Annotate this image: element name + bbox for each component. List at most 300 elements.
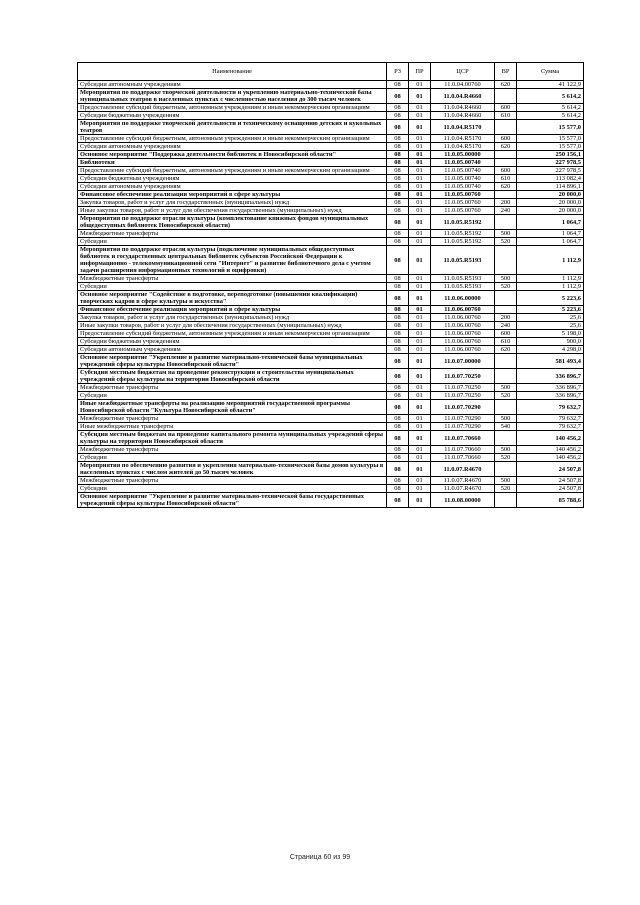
cell-vr bbox=[495, 151, 517, 159]
cell-pr: 01 bbox=[409, 384, 431, 392]
cell-rz: 08 bbox=[387, 392, 409, 400]
cell-vr: 540 bbox=[495, 423, 517, 431]
table-row bbox=[78, 354, 584, 369]
cell-vr: 240 bbox=[495, 207, 517, 215]
cell-csr: 11.0.07.R4670 bbox=[431, 462, 495, 477]
cell-rz: 08 bbox=[387, 215, 409, 230]
cell-pr: 01 bbox=[409, 291, 431, 306]
cell-csr: 11.0.07.70250 bbox=[431, 384, 495, 392]
cell-rz: 08 bbox=[387, 283, 409, 291]
cell-name: Иные межбюджетные трансферты bbox=[78, 423, 387, 431]
cell-name: Межбюджетные трансферты bbox=[78, 230, 387, 238]
cell-vr bbox=[495, 354, 517, 369]
cell-rz: 08 bbox=[387, 167, 409, 175]
table-row bbox=[78, 423, 584, 431]
cell-vr bbox=[495, 191, 517, 199]
table-row bbox=[78, 151, 584, 159]
cell-rz: 08 bbox=[387, 314, 409, 322]
cell-csr: 11.0.04.00760 bbox=[431, 81, 495, 89]
cell-vr: 520 bbox=[495, 485, 517, 493]
cell-pr: 01 bbox=[409, 423, 431, 431]
cell-sum: 41 122,9 bbox=[517, 81, 584, 89]
cell-rz: 08 bbox=[387, 238, 409, 246]
cell-rz: 08 bbox=[387, 462, 409, 477]
table-row bbox=[78, 462, 584, 477]
cell-rz: 08 bbox=[387, 446, 409, 454]
cell-pr: 01 bbox=[409, 215, 431, 230]
cell-name: Основное мероприятие "Поддержка деятельности библиотек в Новосибирской области" bbox=[78, 151, 387, 159]
cell-rz: 08 bbox=[387, 431, 409, 446]
cell-vr bbox=[495, 493, 517, 508]
cell-csr: 11.0.04.R5170 bbox=[431, 120, 495, 135]
cell-sum: 20 000,0 bbox=[517, 191, 584, 199]
cell-pr: 01 bbox=[409, 283, 431, 291]
cell-rz: 08 bbox=[387, 485, 409, 493]
cell-vr: 500 bbox=[495, 384, 517, 392]
cell-pr: 01 bbox=[409, 199, 431, 207]
cell-name: Финансовое обеспечение реализации мероприятий в сфере культуры bbox=[78, 191, 387, 199]
cell-name: Межбюджетные трансферты bbox=[78, 275, 387, 283]
cell-vr: 520 bbox=[495, 392, 517, 400]
cell-pr: 01 bbox=[409, 167, 431, 175]
cell-csr: 11.0.07.70250 bbox=[431, 392, 495, 400]
header-sum: Сумма bbox=[517, 63, 584, 81]
cell-vr bbox=[495, 246, 517, 275]
cell-name: Субсидии bbox=[78, 485, 387, 493]
cell-name: Иные закупки товаров, работ и услуг для обеспечения государственных (муниципальных) нужд bbox=[78, 322, 387, 330]
cell-pr: 01 bbox=[409, 462, 431, 477]
cell-vr: 600 bbox=[495, 167, 517, 175]
cell-rz: 08 bbox=[387, 191, 409, 199]
cell-name: Иные межбюджетные трансферты на реализацию мероприятий государственной программы Новосибирской области "Культура Новосибирской области" bbox=[78, 400, 387, 415]
cell-sum: 5 198,0 bbox=[517, 330, 584, 338]
table-row bbox=[78, 283, 584, 291]
cell-name: Основное мероприятие "Содействие в подготовке, переподготовке (повышении квалификации) творческих кадров в сфере культуры и искусства" bbox=[78, 291, 387, 306]
cell-rz: 08 bbox=[387, 81, 409, 89]
cell-vr: 610 bbox=[495, 112, 517, 120]
cell-pr: 01 bbox=[409, 369, 431, 384]
cell-pr: 01 bbox=[409, 104, 431, 112]
cell-csr: 11.0.06.00760 bbox=[431, 338, 495, 346]
cell-csr: 11.0.04.R5170 bbox=[431, 135, 495, 143]
cell-vr: 500 bbox=[495, 477, 517, 485]
cell-sum: 5 614,2 bbox=[517, 112, 584, 120]
cell-vr bbox=[495, 400, 517, 415]
cell-rz: 08 bbox=[387, 199, 409, 207]
cell-sum: 1 112,9 bbox=[517, 275, 584, 283]
cell-sum: 227 978,5 bbox=[517, 159, 584, 167]
cell-pr: 01 bbox=[409, 143, 431, 151]
cell-csr: 11.0.07.70290 bbox=[431, 415, 495, 423]
cell-rz: 08 bbox=[387, 230, 409, 238]
cell-csr: 11.0.07.70290 bbox=[431, 423, 495, 431]
cell-vr: 620 bbox=[495, 346, 517, 354]
table-row bbox=[78, 167, 584, 175]
cell-pr: 01 bbox=[409, 477, 431, 485]
cell-pr: 01 bbox=[409, 454, 431, 462]
cell-name: Субсидии автономным учреждениям bbox=[78, 183, 387, 191]
cell-pr: 01 bbox=[409, 175, 431, 183]
cell-name: Межбюджетные трансферты bbox=[78, 446, 387, 454]
budget-table bbox=[77, 62, 584, 508]
table-row bbox=[78, 112, 584, 120]
table-row bbox=[78, 346, 584, 354]
cell-sum: 4 298,0 bbox=[517, 346, 584, 354]
table-row bbox=[78, 207, 584, 215]
cell-csr: 11.0.05.00740 bbox=[431, 175, 495, 183]
cell-vr bbox=[495, 431, 517, 446]
cell-csr: 11.0.07.70660 bbox=[431, 454, 495, 462]
cell-name: Мероприятия по обеспечению развития и укрепления материально-технической базы домов культуры в населенных пунктах с числом жителей до 50 тысяч человек bbox=[78, 462, 387, 477]
cell-rz: 08 bbox=[387, 151, 409, 159]
cell-name: Предоставление субсидий бюджетным, автономным учреждениям и иным некоммерческим организациям bbox=[78, 104, 387, 112]
cell-pr: 01 bbox=[409, 120, 431, 135]
table-row bbox=[78, 143, 584, 151]
cell-pr: 01 bbox=[409, 238, 431, 246]
table-row bbox=[78, 454, 584, 462]
cell-sum: 250 156,1 bbox=[517, 151, 584, 159]
cell-pr: 01 bbox=[409, 314, 431, 322]
cell-pr: 01 bbox=[409, 246, 431, 275]
cell-vr bbox=[495, 159, 517, 167]
cell-name: Предоставление субсидий бюджетным, автономным учреждениям и иным некоммерческим организациям bbox=[78, 330, 387, 338]
cell-sum: 25,6 bbox=[517, 314, 584, 322]
cell-name: Субсидии bbox=[78, 392, 387, 400]
cell-rz: 08 bbox=[387, 112, 409, 120]
cell-name: Субсидии bbox=[78, 238, 387, 246]
cell-sum: 113 082,4 bbox=[517, 175, 584, 183]
cell-name: Мероприятия по поддержке отрасли культуры (комплектование книжных фондов муниципальных общедоступных библиотек Новосибирской области) bbox=[78, 215, 387, 230]
cell-rz: 08 bbox=[387, 175, 409, 183]
cell-name: Библиотеки bbox=[78, 159, 387, 167]
cell-sum: 336 896,7 bbox=[517, 384, 584, 392]
cell-name: Субсидии местным бюджетам на проведение реконструкции и строительства муниципальных учреждений сферы культуры на территории Новосибирской области bbox=[78, 369, 387, 384]
table-row bbox=[78, 431, 584, 446]
cell-name: Закупка товаров, работ и услуг для государственных (муниципальных) нужд bbox=[78, 199, 387, 207]
cell-pr: 01 bbox=[409, 493, 431, 508]
cell-sum: 140 456,2 bbox=[517, 431, 584, 446]
cell-csr: 11.0.05.00740 bbox=[431, 167, 495, 175]
cell-pr: 01 bbox=[409, 322, 431, 330]
cell-sum: 5 614,2 bbox=[517, 104, 584, 112]
cell-rz: 08 bbox=[387, 159, 409, 167]
cell-name: Субсидии автономным учреждениям bbox=[78, 346, 387, 354]
budget-sheet bbox=[77, 62, 583, 508]
cell-pr: 01 bbox=[409, 354, 431, 369]
table-row bbox=[78, 81, 584, 89]
header-name: Наименование bbox=[78, 63, 387, 81]
cell-sum: 15 577,0 bbox=[517, 135, 584, 143]
cell-pr: 01 bbox=[409, 112, 431, 120]
table-row bbox=[78, 322, 584, 330]
cell-vr: 500 bbox=[495, 446, 517, 454]
cell-sum: 79 632,7 bbox=[517, 415, 584, 423]
cell-csr: 11.0.05.R5193 bbox=[431, 283, 495, 291]
cell-name: Субсидии бюджетным учреждениям bbox=[78, 338, 387, 346]
cell-rz: 08 bbox=[387, 207, 409, 215]
cell-pr: 01 bbox=[409, 275, 431, 283]
table-row bbox=[78, 384, 584, 392]
table-row bbox=[78, 199, 584, 207]
cell-rz: 08 bbox=[387, 477, 409, 485]
cell-csr: 11.0.06.00760 bbox=[431, 306, 495, 314]
cell-pr: 01 bbox=[409, 230, 431, 238]
table-row bbox=[78, 230, 584, 238]
cell-csr: 11.0.05.00000 bbox=[431, 151, 495, 159]
cell-pr: 01 bbox=[409, 485, 431, 493]
cell-rz: 08 bbox=[387, 291, 409, 306]
table-row bbox=[78, 330, 584, 338]
cell-name: Мероприятия по поддержке отрасли культуры (подключение муниципальных общедоступных библиотек и государственных центральных библиотек субъектов Российской Федерации к информационно - телекоммуникационной сети "Интернет" и развитие библиотечного дела с учетом задачи расширения информационных технологий и оцифровки) bbox=[78, 246, 387, 275]
cell-vr: 520 bbox=[495, 238, 517, 246]
table-row bbox=[78, 446, 584, 454]
cell-csr: 11.0.05.R5193 bbox=[431, 275, 495, 283]
cell-pr: 01 bbox=[409, 191, 431, 199]
table-row bbox=[78, 238, 584, 246]
cell-vr bbox=[495, 369, 517, 384]
cell-vr: 610 bbox=[495, 338, 517, 346]
cell-name: Предоставление субсидий бюджетным, автономным учреждениям и иным некоммерческим организациям bbox=[78, 135, 387, 143]
cell-csr: 11.0.04.R4660 bbox=[431, 104, 495, 112]
cell-sum: 24 507,8 bbox=[517, 462, 584, 477]
cell-rz: 08 bbox=[387, 338, 409, 346]
cell-rz: 08 bbox=[387, 354, 409, 369]
cell-pr: 01 bbox=[409, 346, 431, 354]
cell-name: Субсидии бюджетным учреждениям bbox=[78, 175, 387, 183]
cell-csr: 11.0.08.00000 bbox=[431, 493, 495, 508]
cell-sum: 1 064,7 bbox=[517, 238, 584, 246]
cell-csr: 11.0.04.R4660 bbox=[431, 112, 495, 120]
table-row bbox=[78, 338, 584, 346]
header-rz: РЗ bbox=[387, 63, 409, 81]
cell-sum: 15 577,0 bbox=[517, 143, 584, 151]
cell-pr: 01 bbox=[409, 392, 431, 400]
table-row bbox=[78, 135, 584, 143]
cell-rz: 08 bbox=[387, 143, 409, 151]
cell-csr: 11.0.06.00760 bbox=[431, 346, 495, 354]
cell-rz: 08 bbox=[387, 454, 409, 462]
cell-pr: 01 bbox=[409, 330, 431, 338]
table-row bbox=[78, 191, 584, 199]
table-row bbox=[78, 306, 584, 314]
cell-vr: 500 bbox=[495, 275, 517, 283]
cell-sum: 5 223,6 bbox=[517, 291, 584, 306]
cell-sum: 5 614,2 bbox=[517, 89, 584, 104]
cell-sum: 24 507,8 bbox=[517, 485, 584, 493]
cell-rz: 08 bbox=[387, 415, 409, 423]
cell-rz: 08 bbox=[387, 246, 409, 275]
cell-pr: 01 bbox=[409, 415, 431, 423]
cell-pr: 01 bbox=[409, 306, 431, 314]
cell-rz: 08 bbox=[387, 306, 409, 314]
cell-rz: 08 bbox=[387, 330, 409, 338]
cell-vr: 500 bbox=[495, 415, 517, 423]
cell-sum: 227 978,5 bbox=[517, 167, 584, 175]
header-pr: ПР bbox=[409, 63, 431, 81]
table-row bbox=[78, 183, 584, 191]
cell-csr: 11.0.05.00760 bbox=[431, 207, 495, 215]
cell-sum: 24 507,8 bbox=[517, 477, 584, 485]
cell-csr: 11.0.05.R5192 bbox=[431, 238, 495, 246]
cell-vr bbox=[495, 215, 517, 230]
cell-sum: 581 493,4 bbox=[517, 354, 584, 369]
page-number: Страница 60 из 99 bbox=[289, 854, 351, 861]
table-row bbox=[78, 314, 584, 322]
cell-csr: 11.0.06.00000 bbox=[431, 291, 495, 306]
cell-rz: 08 bbox=[387, 275, 409, 283]
cell-csr: 11.0.07.R4670 bbox=[431, 485, 495, 493]
cell-sum: 1 112,9 bbox=[517, 246, 584, 275]
cell-csr: 11.0.04.R5170 bbox=[431, 143, 495, 151]
cell-pr: 01 bbox=[409, 159, 431, 167]
cell-sum: 140 456,2 bbox=[517, 446, 584, 454]
cell-vr: 620 bbox=[495, 183, 517, 191]
cell-vr bbox=[495, 120, 517, 135]
cell-rz: 08 bbox=[387, 89, 409, 104]
cell-vr: 610 bbox=[495, 175, 517, 183]
cell-rz: 08 bbox=[387, 322, 409, 330]
cell-rz: 08 bbox=[387, 423, 409, 431]
cell-rz: 08 bbox=[387, 346, 409, 354]
table-header-row bbox=[78, 63, 584, 81]
cell-sum: 85 788,6 bbox=[517, 493, 584, 508]
cell-pr: 01 bbox=[409, 81, 431, 89]
cell-vr: 620 bbox=[495, 81, 517, 89]
cell-csr: 11.0.05.R5193 bbox=[431, 246, 495, 275]
cell-vr: 600 bbox=[495, 104, 517, 112]
table-row bbox=[78, 415, 584, 423]
cell-csr: 11.0.04.R4660 bbox=[431, 89, 495, 104]
cell-sum: 1 112,9 bbox=[517, 283, 584, 291]
cell-csr: 11.0.06.00760 bbox=[431, 330, 495, 338]
cell-name: Субсидии bbox=[78, 283, 387, 291]
cell-vr bbox=[495, 306, 517, 314]
cell-sum: 1 064,7 bbox=[517, 230, 584, 238]
cell-csr: 11.0.05.00740 bbox=[431, 183, 495, 191]
cell-vr: 520 bbox=[495, 283, 517, 291]
cell-csr: 11.0.05.R5192 bbox=[431, 215, 495, 230]
cell-name: Закупка товаров, работ и услуг для государственных (муниципальных) нужд bbox=[78, 314, 387, 322]
cell-csr: 11.0.05.00760 bbox=[431, 199, 495, 207]
cell-csr: 11.0.06.00760 bbox=[431, 322, 495, 330]
cell-rz: 08 bbox=[387, 135, 409, 143]
cell-sum: 25,6 bbox=[517, 322, 584, 330]
cell-csr: 11.0.07.70660 bbox=[431, 446, 495, 454]
table-row bbox=[78, 477, 584, 485]
cell-sum: 5 223,6 bbox=[517, 306, 584, 314]
cell-name: Межбюджетные трансферты bbox=[78, 477, 387, 485]
cell-name: Субсидии автономным учреждениям bbox=[78, 81, 387, 89]
cell-sum: 20 000,0 bbox=[517, 207, 584, 215]
table-row bbox=[78, 159, 584, 167]
cell-pr: 01 bbox=[409, 446, 431, 454]
cell-vr: 520 bbox=[495, 454, 517, 462]
cell-vr: 600 bbox=[495, 135, 517, 143]
cell-pr: 01 bbox=[409, 135, 431, 143]
table-row bbox=[78, 291, 584, 306]
cell-rz: 08 bbox=[387, 369, 409, 384]
table-row bbox=[78, 369, 584, 384]
cell-sum: 15 577,0 bbox=[517, 120, 584, 135]
cell-csr: 11.0.07.00000 bbox=[431, 354, 495, 369]
table-row bbox=[78, 215, 584, 230]
cell-name: Межбюджетные трансферты bbox=[78, 384, 387, 392]
cell-csr: 11.0.07.70660 bbox=[431, 431, 495, 446]
cell-pr: 01 bbox=[409, 207, 431, 215]
cell-name: Мероприятия по поддержке творческой деятельности и укреплению материально-технической базы муниципальных театров в населенных пунктах с численностью населения до 300 тысяч человек bbox=[78, 89, 387, 104]
cell-vr: 620 bbox=[495, 143, 517, 151]
header-vr: ВР bbox=[495, 63, 517, 81]
cell-csr: 11.0.05.00760 bbox=[431, 191, 495, 199]
cell-vr bbox=[495, 291, 517, 306]
cell-sum: 900,0 bbox=[517, 338, 584, 346]
table-row bbox=[78, 89, 584, 104]
cell-pr: 01 bbox=[409, 183, 431, 191]
cell-name: Мероприятия по поддержке творческой деятельности и техническому оснащению детских и кукольных театров bbox=[78, 120, 387, 135]
cell-vr: 200 bbox=[495, 199, 517, 207]
cell-pr: 01 bbox=[409, 431, 431, 446]
table-body bbox=[78, 81, 584, 508]
table-row bbox=[78, 275, 584, 283]
table-row bbox=[78, 104, 584, 112]
table-row bbox=[78, 246, 584, 275]
cell-name: Финансовое обеспечение реализации мероприятий в сфере культуры bbox=[78, 306, 387, 314]
table-row bbox=[78, 493, 584, 508]
cell-rz: 08 bbox=[387, 183, 409, 191]
table-row bbox=[78, 485, 584, 493]
cell-vr: 240 bbox=[495, 322, 517, 330]
cell-csr: 11.0.06.00760 bbox=[431, 314, 495, 322]
cell-vr bbox=[495, 89, 517, 104]
cell-vr: 500 bbox=[495, 230, 517, 238]
cell-sum: 79 632,7 bbox=[517, 423, 584, 431]
cell-csr: 11.0.07.70250 bbox=[431, 369, 495, 384]
cell-name: Субсидии бюджетным учреждениям bbox=[78, 112, 387, 120]
table-row bbox=[78, 175, 584, 183]
cell-rz: 08 bbox=[387, 400, 409, 415]
cell-name: Межбюджетные трансферты bbox=[78, 415, 387, 423]
cell-name: Основное мероприятие "Укрепление и развитие материально-технической базы муниципальных учреждений сферы культуры Новосибирской области" bbox=[78, 354, 387, 369]
cell-name: Субсидии автономным учреждениям bbox=[78, 143, 387, 151]
cell-name: Субсидии bbox=[78, 454, 387, 462]
cell-pr: 01 bbox=[409, 338, 431, 346]
cell-vr: 600 bbox=[495, 330, 517, 338]
table-row bbox=[78, 400, 584, 415]
cell-rz: 08 bbox=[387, 493, 409, 508]
cell-csr: 11.0.05.00740 bbox=[431, 159, 495, 167]
cell-pr: 01 bbox=[409, 89, 431, 104]
cell-sum: 79 632,7 bbox=[517, 400, 584, 415]
cell-rz: 08 bbox=[387, 384, 409, 392]
cell-rz: 08 bbox=[387, 120, 409, 135]
cell-name: Иные закупки товаров, работ и услуг для обеспечения государственных (муниципальных) нужд bbox=[78, 207, 387, 215]
cell-sum: 336 896,7 bbox=[517, 392, 584, 400]
cell-sum: 114 896,1 bbox=[517, 183, 584, 191]
cell-name: Основное мероприятие "Укрепление и развитие материально-технической базы государственных учреждений сферы культуры Новосибирской области" bbox=[78, 493, 387, 508]
cell-name: Субсидии местным бюджетам на проведение капитального ремонта муниципальных учреждений сферы культуры на территории Новосибирской области bbox=[78, 431, 387, 446]
cell-vr: 200 bbox=[495, 314, 517, 322]
table-row bbox=[78, 392, 584, 400]
cell-pr: 01 bbox=[409, 151, 431, 159]
cell-pr: 01 bbox=[409, 400, 431, 415]
cell-sum: 336 896,7 bbox=[517, 369, 584, 384]
table-row bbox=[78, 120, 584, 135]
cell-csr: 11.0.05.R5192 bbox=[431, 230, 495, 238]
cell-sum: 140 456,2 bbox=[517, 454, 584, 462]
cell-rz: 08 bbox=[387, 104, 409, 112]
cell-name: Предоставление субсидий бюджетным, автономным учреждениям и иным некоммерческим организациям bbox=[78, 167, 387, 175]
cell-vr bbox=[495, 462, 517, 477]
